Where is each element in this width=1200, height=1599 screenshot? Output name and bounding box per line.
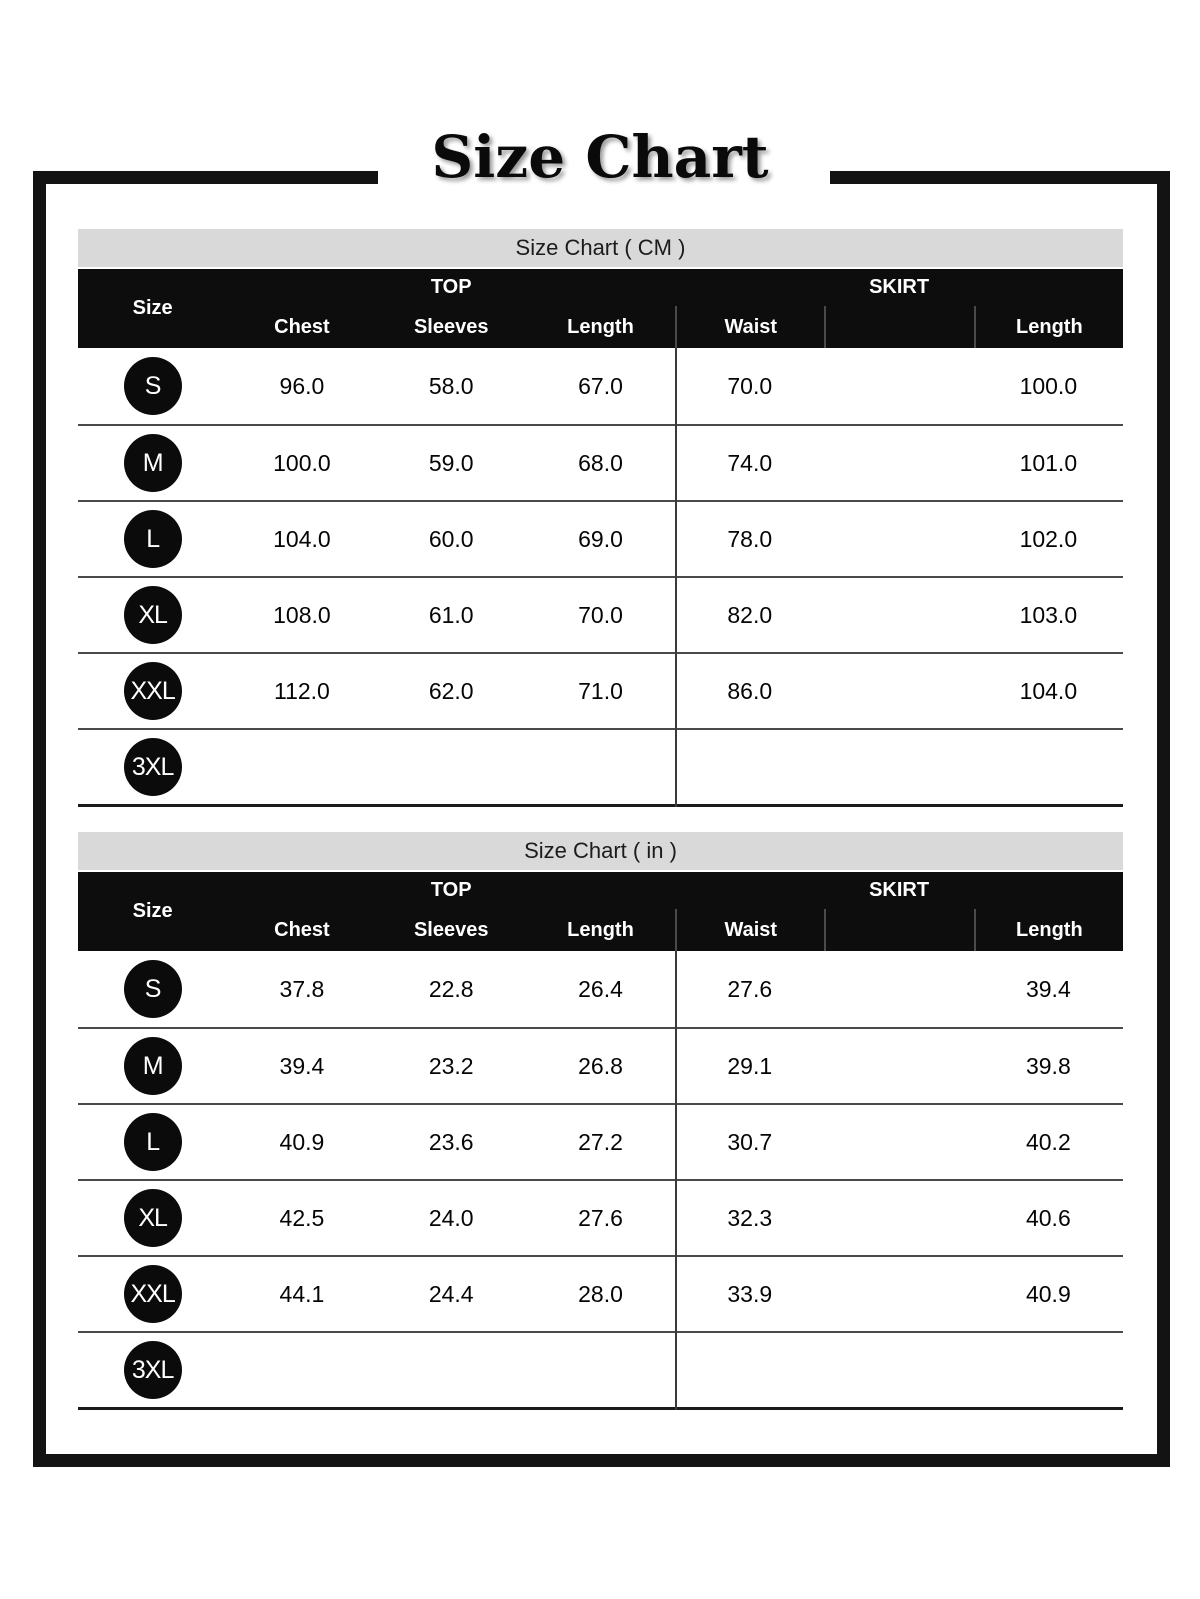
- value-cell-length-top: 68.0: [578, 449, 623, 476]
- size-cell: [78, 1341, 227, 1399]
- value-cell-waist: 74.0: [727, 449, 773, 476]
- value-cell-length-top: 70.0: [578, 601, 623, 628]
- table-row: [78, 1255, 1123, 1331]
- table-row: [78, 728, 1123, 804]
- value-cell-sleeves: 60.0: [428, 525, 474, 552]
- table-body-cm: [78, 348, 1123, 807]
- table-header-in: [78, 872, 1123, 951]
- table-row: [78, 652, 1123, 728]
- table-body-in: [78, 951, 1123, 1410]
- value-cell-length-top: 26.8: [578, 1052, 623, 1079]
- value-cell-sleeves: 24.0: [428, 1204, 474, 1231]
- value-cell-waist: 86.0: [727, 677, 773, 704]
- table-row: [78, 1331, 1123, 1407]
- table-caption-in: Size Chart ( in ): [78, 832, 1123, 870]
- value-cell-chest: 104.0: [273, 525, 331, 552]
- size-table-in: [78, 832, 1123, 1410]
- value-cell-length-skirt: 39.4: [1025, 975, 1071, 1002]
- value-cell-chest: 100.0: [273, 449, 331, 476]
- size-cell: [78, 960, 227, 1018]
- table-row: [78, 1103, 1123, 1179]
- size-badge: M: [124, 1037, 182, 1095]
- header-cell-size: Size: [132, 297, 173, 319]
- size-badge: XL: [124, 586, 182, 644]
- header-cell-length-skirt: Length: [974, 306, 1123, 348]
- value-cell-sleeves: 24.4: [428, 1280, 474, 1307]
- value-cell-waist: 29.1: [727, 1052, 773, 1079]
- table-row: [78, 1027, 1123, 1103]
- size-badge: XXL: [124, 1265, 182, 1323]
- value-cell-sleeves: 58.0: [428, 372, 474, 399]
- value-cell-chest: 42.5: [279, 1204, 325, 1231]
- size-badge: 3XL: [124, 738, 182, 796]
- size-cell: [78, 586, 227, 644]
- size-cell: [78, 662, 227, 720]
- table-row: [78, 1179, 1123, 1255]
- value-cell-length-top: 71.0: [578, 677, 623, 704]
- size-cell: [78, 1265, 227, 1323]
- value-cell-length-skirt: 40.6: [1025, 1204, 1071, 1231]
- size-cell: [78, 1189, 227, 1247]
- size-cell: [78, 510, 227, 568]
- header-cell-sleeves: Sleeves: [413, 918, 489, 941]
- value-cell-waist: 70.0: [727, 372, 773, 399]
- value-cell-chest: 108.0: [273, 601, 331, 628]
- value-cell-sleeves: 23.2: [428, 1052, 474, 1079]
- value-cell-waist: 32.3: [727, 1204, 773, 1231]
- value-cell-length-top: 27.6: [578, 1204, 623, 1231]
- table-caption-cm: Size Chart ( CM ): [78, 229, 1123, 267]
- value-cell-length-top: 27.2: [578, 1128, 623, 1155]
- value-cell-chest: 112.0: [273, 677, 330, 704]
- size-badge: L: [124, 510, 182, 568]
- value-cell-length-skirt: 100.0: [1019, 372, 1078, 399]
- size-badge: L: [124, 1113, 182, 1171]
- table-header-cm: [78, 269, 1123, 348]
- table-row: [78, 500, 1123, 576]
- value-cell-length-top: 28.0: [578, 1280, 623, 1307]
- value-cell-sleeves: 23.6: [428, 1128, 474, 1155]
- size-badge: S: [124, 960, 182, 1018]
- value-cell-length-skirt: 40.2: [1025, 1128, 1071, 1155]
- value-cell-length-skirt: 103.0: [1019, 601, 1078, 628]
- header-cell-blank: [824, 306, 973, 348]
- value-cell-length-skirt: 104.0: [1019, 677, 1078, 704]
- value-cell-chest: 37.8: [279, 975, 325, 1002]
- table-row: [78, 424, 1123, 500]
- top-skirt-divider: [675, 348, 677, 807]
- value-cell-waist: 82.0: [727, 601, 773, 628]
- size-badge: XXL: [124, 662, 182, 720]
- size-cell: [78, 434, 227, 492]
- value-cell-sleeves: 61.0: [428, 601, 474, 628]
- value-cell-sleeves: 59.0: [428, 449, 474, 476]
- header-group-skirt: SKIRT: [869, 276, 930, 298]
- value-cell-waist: 33.9: [727, 1280, 773, 1307]
- size-badge: S: [124, 357, 182, 415]
- size-cell: [78, 357, 227, 415]
- header-cell-size: Size: [132, 900, 173, 922]
- header-cell-blank: [824, 909, 973, 951]
- size-table-cm: [78, 229, 1123, 807]
- size-badge: M: [124, 434, 182, 492]
- value-cell-waist: 27.6: [727, 975, 773, 1002]
- header-cell-length-skirt: Length: [974, 909, 1123, 951]
- header-cell-waist: Waist: [675, 306, 824, 348]
- value-cell-sleeves: 22.8: [428, 975, 474, 1002]
- header-group-skirt: SKIRT: [869, 879, 930, 901]
- value-cell-chest: 39.4: [279, 1052, 325, 1079]
- size-cell: [78, 738, 227, 796]
- header-cell-chest: Chest: [274, 315, 330, 338]
- value-cell-chest: 40.9: [279, 1128, 325, 1155]
- header-cell-sleeves: Sleeves: [413, 315, 489, 338]
- value-cell-chest: 44.1: [279, 1280, 325, 1307]
- size-cell: [78, 1113, 227, 1171]
- header-cell-waist: Waist: [675, 909, 824, 951]
- size-cell: [78, 1037, 227, 1095]
- table-row: [78, 348, 1123, 424]
- size-badge: 3XL: [124, 1341, 182, 1399]
- header-cell-length-top: Length: [567, 918, 634, 941]
- table-row: [78, 576, 1123, 652]
- value-cell-waist: 30.7: [727, 1128, 773, 1155]
- value-cell-length-top: 67.0: [578, 372, 623, 399]
- table-row: [78, 951, 1123, 1027]
- value-cell-length-skirt: 101.0: [1019, 449, 1078, 476]
- value-cell-sleeves: 62.0: [428, 677, 474, 704]
- top-skirt-divider: [675, 951, 677, 1410]
- page-title: Size Chart: [431, 123, 769, 191]
- value-cell-length-skirt: 40.9: [1025, 1280, 1071, 1307]
- header-group-top: TOP: [430, 276, 472, 298]
- value-cell-length-top: 26.4: [578, 975, 623, 1002]
- header-cell-length-top: Length: [567, 315, 634, 338]
- header-group-top: TOP: [430, 879, 472, 901]
- value-cell-length-skirt: 39.8: [1025, 1052, 1071, 1079]
- value-cell-waist: 78.0: [727, 525, 773, 552]
- header-cell-chest: Chest: [274, 918, 330, 941]
- value-cell-length-skirt: 102.0: [1019, 525, 1078, 552]
- size-badge: XL: [124, 1189, 182, 1247]
- value-cell-length-top: 69.0: [578, 525, 623, 552]
- value-cell-chest: 96.0: [279, 372, 325, 399]
